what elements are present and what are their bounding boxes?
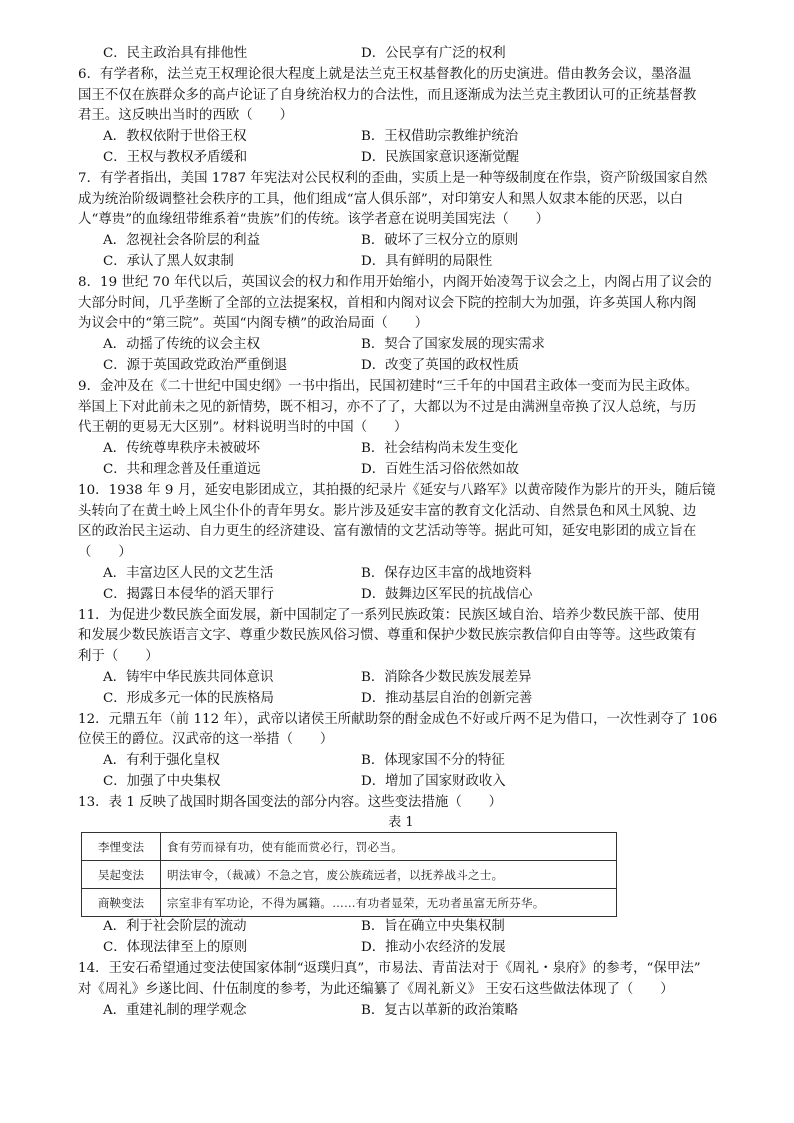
option: C．共和理念普及任重道远 xyxy=(103,461,261,477)
question-text: 和发展少数民族语言文字、尊重少数民族风俗习惯、尊重和保护少数民族宗教信仰自由等等。这些政策有 xyxy=(78,628,697,644)
option: A．动摇了传统的议会主权 xyxy=(103,337,260,353)
option: D．推动小农经济的发展 xyxy=(361,940,506,956)
question-text: 7．有学者指出，美国 1787 年宪法对公民权利的歪曲，实质上是一种等级制度在作祟，资产阶级国家自然 xyxy=(78,170,708,186)
question-text: 大部分时间，几乎垄断了全部的立法提案权，首相和内阁对议会下院的控制大为加强，许多英国人称内阁 xyxy=(78,295,697,311)
table-cell-text: 明法审令，（裁减）不急之官，废公族疏远者，以抚养战斗之士。 xyxy=(161,861,617,889)
option: B．旨在确立中央集权制 xyxy=(361,919,505,935)
option: A．忽视社会各阶层的利益 xyxy=(103,233,260,249)
table-row xyxy=(82,889,617,917)
question-14 xyxy=(78,959,724,1021)
option: D．百姓生活习俗依然如故 xyxy=(361,461,520,477)
option-row xyxy=(78,231,724,252)
question-text: （ ） xyxy=(78,545,132,561)
option: C．加强了中央集权 xyxy=(103,773,221,789)
question-text: 6．有学者称，法兰克王权理论很大程度上就是法兰克王权基督教化的历史演进。借由教务会议，墨洛温 xyxy=(78,66,692,82)
table-cell-name: 商鞅变法 xyxy=(82,889,161,917)
option: A．传统尊卑秩序未被破坏 xyxy=(103,441,260,457)
table-row xyxy=(82,861,617,889)
question-text: 成为统治阶级调整社会秩序的工具，他们组成“富人俱乐部”，对印第安人和黑人奴隶本能的厌恶，以白 xyxy=(78,191,684,207)
option-row xyxy=(78,689,724,710)
table-cell-text: 宗室非有军功论，不得为属籍。……有功者显荣，无功者虽富无所芬华。 xyxy=(161,889,617,917)
option: B．王权借助宗教维护统治 xyxy=(361,129,519,145)
option-row xyxy=(78,751,724,772)
reform-table xyxy=(81,832,617,917)
option-row xyxy=(78,44,724,65)
option: D．推动基层自治的创新完善 xyxy=(361,690,533,706)
option: C．源于英国政党政治严重倒退 xyxy=(103,357,288,373)
question-text: 11．为促进少数民族全面发展，新中国制定了一系列民族政策：民族区域自治、培养少数民族干部、使用 xyxy=(78,607,700,623)
option: C．形成多元一体的民族格局 xyxy=(103,690,274,706)
question-10 xyxy=(78,481,724,606)
option: B．消除各少数民族发展差异 xyxy=(361,669,532,685)
question-text: 人“尊贵”的血缘纽带维系着“贵族”们的传统。该学者意在说明美国宪法（ ） xyxy=(78,212,550,228)
option: D．具有鲜明的局限性 xyxy=(361,253,493,269)
option: C．揭露日本侵华的滔天罪行 xyxy=(103,586,274,602)
option: A．重建礼制的理学观念 xyxy=(103,1002,247,1018)
question-7 xyxy=(78,169,724,273)
question-9 xyxy=(78,377,724,481)
question-12 xyxy=(78,710,724,793)
option-row xyxy=(78,356,724,377)
question-text: 君王。这反映出当时的西欧（ ） xyxy=(78,108,294,124)
option-row xyxy=(78,917,724,938)
question-text: 9．金冲及在《二十世纪中国史纲》一书中指出，民国初建时“三千年的中国君主政体一变而为民主政体。 xyxy=(78,378,699,394)
option-row xyxy=(78,127,724,148)
option-row xyxy=(78,1001,724,1022)
question-text: 对《周礼》乡遂比闾、什伍制度的参考，为此还编纂了《周礼新义》 王安石这些做法体现了（ ） xyxy=(78,981,674,997)
question-11 xyxy=(78,606,724,710)
table-cell-text: 食有劳而禄有功，使有能而赏必行，罚必当。 xyxy=(161,833,617,861)
option: C．承认了黑人奴隶制 xyxy=(103,253,234,269)
option: D．公民享有广泛的权利 xyxy=(361,46,506,61)
option: B．契合了国家发展的现实需求 xyxy=(361,337,545,353)
option-row xyxy=(78,585,724,606)
option: B．保存边区丰富的战地资料 xyxy=(361,565,532,581)
question-text: 代王朝的更易无大区别”。材料说明当时的中国（ ） xyxy=(78,420,408,436)
option: B．体现家国不分的特征 xyxy=(361,753,505,769)
question-text: 10．1938 年 9 月，延安电影团成立，其拍摄的纪录片《延安与八路军》以黄帝陵作为影片的开头，随后镜 xyxy=(78,482,716,498)
question-text: 区的政治民主运动、自力更生的经济建设、富有激情的文艺活动等等。据此可知，延安电影团的成立旨在 xyxy=(78,524,697,540)
option: D．民族国家意识逐渐觉醒 xyxy=(361,149,520,165)
option: A．利于社会阶层的流动 xyxy=(103,919,247,935)
question-text: 为议会中的“第三院”。英国“内阁专横”的政治局面（ ） xyxy=(78,316,429,332)
option: A．丰富边区人民的文艺生活 xyxy=(103,565,274,581)
option-row xyxy=(78,668,724,689)
question-text: 8．19 世纪 70 年代以后，英国议会的权力和作用开始缩小，内阁开始凌驾于议会之上，内阁占用了议会的 xyxy=(78,274,712,290)
question-text: 国王不仅在族群众多的高卢论证了自身统治权力的合法性，而且逐渐成为法兰克主教团认可的正统基督教 xyxy=(78,87,697,103)
table-cell-name: 李悝变法 xyxy=(82,833,161,861)
question-text: 头转向了在黄土岭上风尘仆仆的青年男女。影片涉及延安丰富的教育文化活动、自然景色和风土风貌、边 xyxy=(78,503,697,519)
option-row xyxy=(78,439,724,460)
option-row xyxy=(78,564,724,585)
option: D．改变了英国的政权性质 xyxy=(361,357,520,373)
option: C．王权与教权矛盾缓和 xyxy=(103,149,248,165)
option: A．铸牢中华民族共同体意识 xyxy=(103,669,274,685)
table-cell-name: 吴起变法 xyxy=(82,861,161,889)
question-8 xyxy=(78,273,724,377)
option: A．教权依附于世俗王权 xyxy=(103,129,247,145)
option-row xyxy=(78,252,724,273)
question-text: 13．表 1 反映了战国时期各国变法的部分内容。这些变法措施（ ） xyxy=(78,794,503,810)
question-text: 举国上下对此前未之见的新情势，既不相习，亦不了了，大都以为不过是由满洲皇帝换了汉人总统，与历 xyxy=(78,399,697,415)
option-row xyxy=(78,938,724,959)
option-row xyxy=(78,148,724,169)
option: D．增加了国家财政收入 xyxy=(361,773,506,789)
option-row xyxy=(78,772,724,793)
option: D．鼓舞边区军民的抗战信心 xyxy=(361,586,533,602)
option-row xyxy=(78,460,724,481)
option: C．民主政治具有排他性 xyxy=(103,46,248,61)
option: B．复古以革新的政治策略 xyxy=(361,1002,519,1018)
option-row xyxy=(78,335,724,356)
table-row xyxy=(82,833,617,861)
exam-content xyxy=(78,44,724,1021)
question-text: 14．王安石希望通过变法使国家体制“返璞归真”，市易法、青苗法对于《周礼・泉府》的参考，“保甲法” xyxy=(78,961,701,977)
option: A．有利于强化皇权 xyxy=(103,753,220,769)
option: B．社会结构尚未发生变化 xyxy=(361,441,519,457)
question-text: 12．元鼎五年（前 112 年），武帝以诸侯王所献助祭的酎金成色不好或斤两不足为借口，一次性剥夺了 106 xyxy=(78,711,718,727)
question-text: 位侯王的爵位。汉武帝的这一举措（ ） xyxy=(78,732,334,748)
question-6 xyxy=(78,65,724,169)
question-text: 利于（ ） xyxy=(78,649,159,665)
option: B．破坏了三权分立的原则 xyxy=(361,233,519,249)
option: C．体现法律至上的原则 xyxy=(103,940,248,956)
question-13 xyxy=(78,793,724,959)
table-caption: 表 1 xyxy=(388,815,414,831)
